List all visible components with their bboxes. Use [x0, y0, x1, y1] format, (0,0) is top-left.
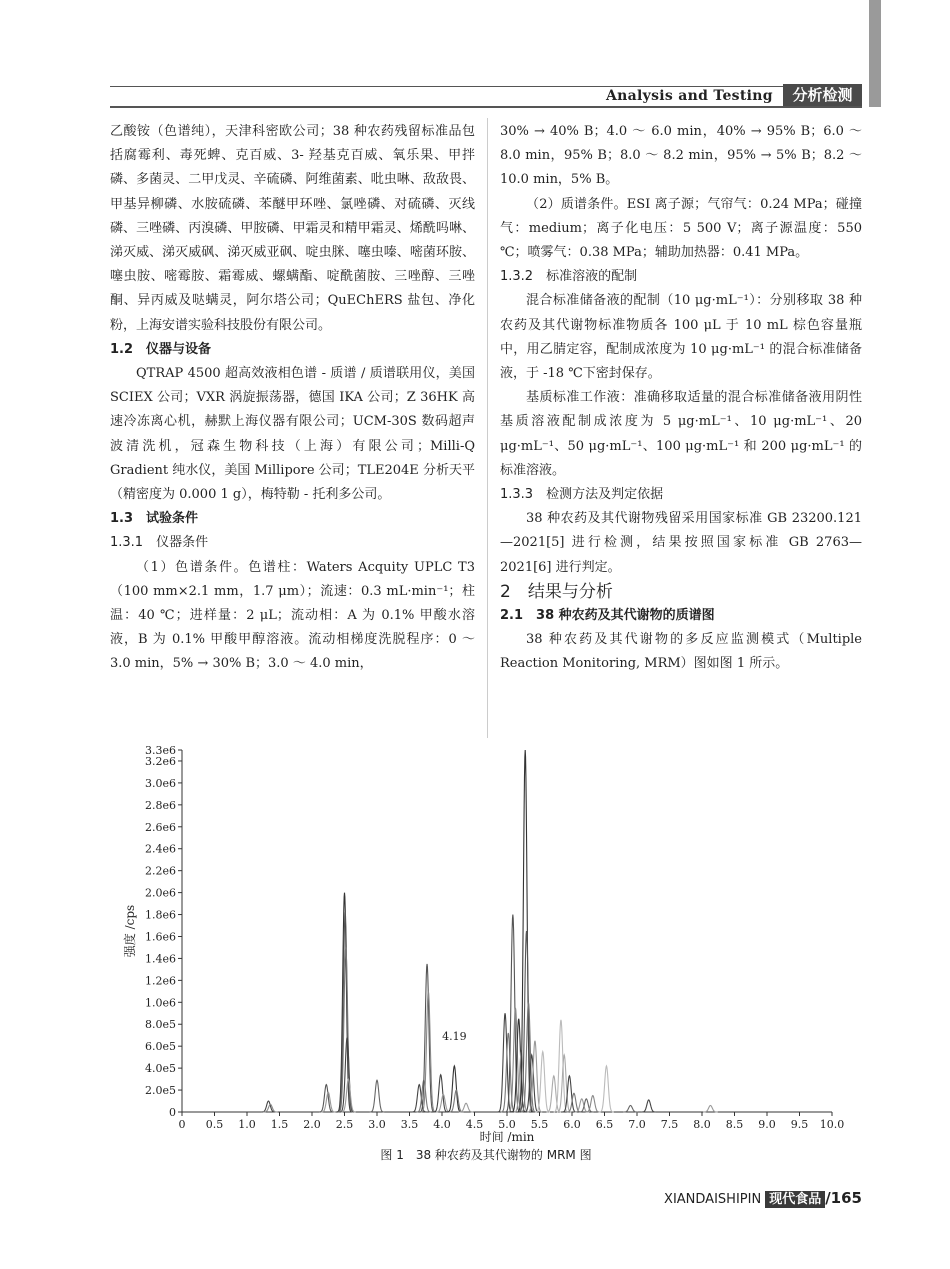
heading-1-3-3: 1.3.3 检测方法及判定依据 [500, 487, 664, 503]
heading-2-1: 2.1 38 种农药及其代谢物的质谱图 [500, 608, 715, 624]
y-tick-label: 8.0e5 [144, 1018, 176, 1032]
paragraph-working-solution: 基质标准工作液：准确移取适量的混合标准储备液用阴性基质溶液配制成浓度为 5 μg·mL⁻¹、10 μg·mL⁻¹、20 μg·mL⁻¹、50 μg·mL⁻¹、100 μg·mL⁻¹ 和 200 μg·mL⁻¹ 的标准溶液。 [500, 390, 862, 478]
heading-1-2: 1.2 仪器与设备 [110, 341, 212, 357]
y-tick-label: 2.8e6 [144, 798, 176, 812]
chromatogram-peak [641, 1100, 656, 1112]
header-rule-bottom [110, 106, 862, 108]
x-tick-label: 4.5 [465, 1118, 484, 1131]
paragraph-gradient: 30% → 40% B；4.0 ～ 6.0 min，40% → 95% B；6.0 ～ 8.0 min，95% B；8.0 ～ 8.2 min，95% → 5% B；8.2 ～ 10.0 min，5% B。 [500, 124, 862, 188]
chromatogram-peak [623, 1105, 638, 1112]
chromatogram-peak [599, 1066, 614, 1112]
right-column [500, 120, 862, 677]
page-number: /165 [825, 1189, 862, 1207]
y-axis-label: 强度 /cps [123, 904, 137, 958]
x-tick-label: 0 [178, 1118, 186, 1131]
paragraph-ms-conditions: （2）质谱条件。ESI 离子源；气帘气：0.24 MPa；碰撞气：medium；离子化电压：5 500 V；离子源温度：550 ℃；喷雾气：0.38 MPa；辅助加热器：0.41 MPa。 [500, 196, 862, 261]
y-tick-label: 3.2e6 [144, 754, 176, 768]
x-tick-label: 6.0 [563, 1118, 581, 1131]
footer-journal-badge: 现代食品 [765, 1191, 825, 1208]
header-section-zh: 分析检测 [783, 84, 862, 107]
header-section-en: Analysis and Testing [606, 88, 773, 104]
chromatogram-peak [547, 1076, 562, 1112]
paragraph-method: 38 种农药及其代谢物残留采用国家标准 GB 23200.121—2021[5] 进行检测，结果按照国家标准 GB 2763—2021[6] 进行判定。 [500, 511, 862, 575]
y-tick-label: 2.0e5 [144, 1084, 176, 1098]
y-tick-label: 2.2e6 [144, 864, 176, 878]
x-tick-label: 10.0 [819, 1118, 845, 1131]
x-tick-label: 8.0 [693, 1118, 711, 1131]
x-tick-label: 8.5 [725, 1118, 744, 1131]
x-tick-label: 3.5 [400, 1118, 419, 1131]
x-tick-label: 1.0 [238, 1118, 256, 1131]
x-tick-label: 9.0 [758, 1118, 776, 1131]
y-tick-label: 1.6e6 [144, 930, 176, 944]
y-tick-label: 2.4e6 [144, 842, 176, 856]
x-tick-label: 0.5 [205, 1118, 224, 1131]
x-tick-label: 5.5 [530, 1118, 549, 1131]
left-column [110, 120, 475, 677]
mrm-chromatogram [110, 742, 862, 1142]
y-tick-label: 6.0e5 [144, 1040, 176, 1054]
y-tick-label: 4.0e5 [144, 1062, 176, 1076]
heading-1-3: 1.3 试验条件 [110, 511, 199, 527]
x-tick-label: 7.0 [628, 1118, 646, 1131]
y-tick-label: 1.8e6 [144, 908, 176, 922]
x-tick-label: 9.5 [790, 1118, 809, 1131]
paragraph-chromatography: （1）色谱条件。色谱柱：Waters Acquity UPLC T3（100 mm×2.1 mm，1.7 μm）；流速：0.3 mL·min⁻¹；柱温：40 ℃；进样量：2 μL；流动相：A 为 0.1% 甲酸水溶液，B 为 0.1% 甲酸甲醇溶液。流动相梯度洗脱程序：0 ～ 3.0 min，5% → 30% B；3.0 ～ 4.0 min， [110, 559, 475, 672]
y-tick-label: 3.3e6 [144, 744, 176, 757]
paragraph-mrm: 38 种农药及其代谢物的多反应监测模式（Multiple Reaction Monitoring, MRM）图如图 1 所示。 [500, 632, 862, 672]
chromatogram-peak [370, 1080, 385, 1112]
x-tick-label: 5.0 [498, 1118, 516, 1131]
chromatogram-peak [703, 1105, 718, 1112]
heading-1-3-2: 1.3.2 标准溶液的配制 [500, 269, 638, 285]
paragraph-instruments: QTRAP 4500 超高效液相色谱 - 质谱 / 质谱联用仪，美国 SCIEX 公司；VXR 涡旋振荡器，德国 IKA 公司；Z 36HK 高速冷冻离心机，赫默上海仪器有限公司；UCM-30S 数码超声波清洗机，冠森生物科技（上海）有限公司；Milli-Q Gradient 纯水仪，美国 Millipore 公司；TLE204E 分析天平（精密度为 0.000 1 g），梅特勒 - 托利多公司。 [110, 366, 475, 503]
header-rule-top [110, 86, 862, 87]
y-tick-label: 2.6e6 [144, 820, 176, 834]
x-tick-label: 2.0 [303, 1118, 321, 1131]
y-tick-label: 1.4e6 [144, 952, 176, 966]
side-tab-marker [869, 0, 881, 107]
y-tick-label: 2.0e6 [144, 886, 176, 900]
figure-mrm [110, 742, 862, 1172]
x-tick-label: 4.0 [433, 1118, 451, 1131]
footer-journal-en: XIANDAISHIPIN [664, 1192, 762, 1207]
y-tick-label: 0 [169, 1106, 176, 1119]
heading-2: 2 结果与分析 [500, 581, 613, 602]
x-tick-label: 7.5 [660, 1118, 679, 1131]
x-tick-label: 3.0 [368, 1118, 386, 1131]
heading-1-3-1: 1.3.1 仪器条件 [110, 535, 209, 551]
paragraph-stock-solution: 混合标准储备液的配制（10 μg·mL⁻¹）：分别移取 38 种农药及其代谢物标准物质各 100 μL 于 10 mL 棕色容量瓶中，用乙腈定容，配制成浓度为 10 μg·mL⁻¹ 的混合标准储备液，于 -18 ℃下密封保存。 [500, 293, 862, 382]
page-footer [664, 1188, 862, 1207]
y-tick-label: 1.2e6 [144, 974, 176, 988]
x-tick-label: 6.5 [595, 1118, 614, 1131]
paragraph-materials: 乙酸铵（色谱纯），天津科密欧公司；38 种农药残留标准品包括腐霉利、毒死蜱、克百威、3- 羟基克百威、氧乐果、甲拌磷、多菌灵、二甲戊灵、辛硫磷、阿维菌素、吡虫啉、敌敌畏、甲基异柳磷、水胺硫磷、苯醚甲环唑、氯唑磷、对硫磷、灭线磷、三唑磷、丙溴磷、甲胺磷、甲霜灵和精甲霜灵、烯酰吗啉、涕灭威、涕灭威砜、涕灭威亚砜、啶虫脒、噻虫嗪、嘧菌环胺、噻虫胺、嘧霉胺、霜霉威、螺螨酯、啶酰菌胺、三唑醇、三唑酮、异丙威及哒螨灵，阿尔塔公司；QuEChERS 盐包、净化粉，上海安谱实验科技股份有限公司。 [110, 124, 475, 333]
x-tick-label: 2.5 [335, 1118, 354, 1131]
y-tick-label: 1.0e6 [144, 996, 176, 1010]
y-tick-label: 3.0e6 [144, 776, 176, 790]
x-tick-label: 1.5 [270, 1118, 289, 1131]
column-divider [487, 118, 488, 738]
figure-caption: 图 1 38 种农药及其代谢物的 MRM 图 [380, 1148, 592, 1162]
x-axis-label: 时间 /min [479, 1130, 535, 1142]
peak-annotation: 4.19 [442, 1029, 467, 1043]
